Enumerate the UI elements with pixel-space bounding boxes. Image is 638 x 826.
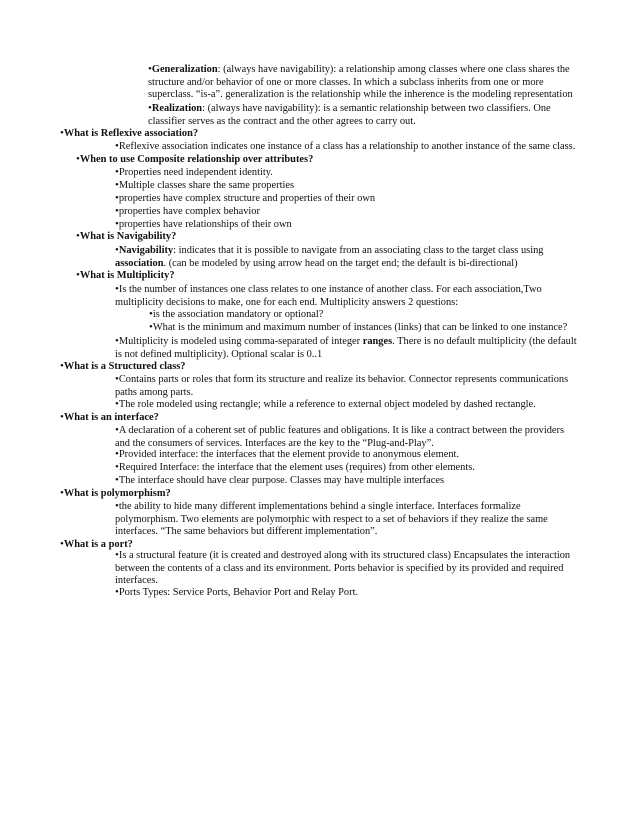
question-interface	[60, 411, 580, 425]
bullet: •	[115, 192, 119, 204]
bullet: •	[115, 179, 119, 191]
question-structured-class	[60, 360, 580, 374]
list-item	[115, 461, 581, 475]
bullet: •	[115, 218, 119, 230]
list-subitem	[149, 308, 581, 322]
list-subitem-text: is the association mandatory or optional?	[152, 309, 324, 320]
bullet: •	[76, 230, 80, 242]
question-composite	[76, 153, 581, 167]
question-text: What is Navigability?	[79, 231, 177, 242]
bullet: •	[115, 500, 119, 512]
list-subitem-text: What is the minimum and maximum number of instances (links) that can be linked to one instance?	[152, 322, 568, 333]
question-text: What is Multiplicity?	[79, 270, 175, 281]
bullet: •	[115, 205, 119, 217]
list-item	[115, 500, 581, 539]
list-item-text: The role modeled using rectangle; while a reference to external object modeled by dashed rectangle.	[118, 399, 536, 410]
question-text: What is a Structured class?	[63, 361, 186, 372]
bullet: •	[115, 424, 119, 436]
realization-text: : (always have navigability): is a semantic relationship between two classifiers. One classifier serves as the contract and the other agrees to carry out.	[148, 103, 551, 127]
list-item-text: Required Interface: the interface that the element uses (requires) from other elements.	[118, 462, 475, 473]
list-item-text: the ability to hide many different implementations behind a single interface. Interfaces formalize polymorphism. Two elements are polymorphic with respect to a set of behaviors if they realize the same interfaces. “The same behaviors but different implementation”.	[115, 501, 548, 538]
question-navigability	[76, 230, 581, 244]
navigability-text: : indicates that it is possible to navigate from an associating class to the target class using	[173, 245, 544, 256]
term-association: association	[115, 257, 164, 269]
bullet: •	[60, 487, 64, 499]
term-ranges: ranges	[362, 336, 393, 347]
list-item-text: Contains parts or roles that form its structure and realize its behavior. Connector represents communications paths among parts.	[115, 374, 569, 398]
list-item-text: The interface should have clear purpose. Classes may have multiple interfaces	[118, 475, 445, 486]
question-text: What is a port?	[63, 539, 133, 550]
bullet: •	[148, 102, 152, 114]
generalization-item	[148, 63, 581, 102]
question-multiplicity	[76, 269, 581, 283]
bullet: •	[60, 411, 64, 423]
list-item-text: Multiplicity is modeled using comma-separated of integer	[118, 336, 363, 347]
question-polymorphism	[60, 487, 580, 501]
list-item	[115, 140, 581, 154]
list-item-text: properties have relationships of their own	[118, 219, 292, 230]
question-text: What is Reflexive association?	[63, 128, 199, 139]
bullet: •	[115, 549, 119, 561]
bullet: •	[149, 308, 153, 320]
list-item	[115, 179, 581, 193]
bullet: •	[148, 63, 152, 75]
list-item-text: Ports Types: Service Ports, Behavior Port and Relay Port.	[118, 587, 359, 598]
list-item	[115, 474, 581, 488]
list-item-text: Properties need independent identity.	[118, 167, 273, 178]
question-reflexive	[60, 127, 580, 141]
navigability-text-2: . (can be modeled by using arrow head on the target end; the default is bi-directional)	[163, 257, 518, 269]
list-item-text: Reflexive association indicates one instance of a class has a relationship to another instance of the same class.	[118, 141, 576, 152]
list-item	[115, 549, 581, 588]
bullet: •	[115, 244, 119, 256]
bullet: •	[76, 153, 80, 165]
list-item	[115, 398, 581, 412]
bullet: •	[115, 335, 119, 347]
list-item	[115, 205, 581, 219]
realization-item	[148, 102, 581, 128]
list-item-text: Is the number of instances one class relates to one instance of another class. For each association,Two multiplicity decisions to make, one for each end. Multiplicity answers 2 questions:	[115, 284, 542, 308]
bullet: •	[115, 461, 119, 473]
term-generalization: Generalization	[151, 64, 218, 75]
bullet: •	[115, 140, 119, 152]
bullet: •	[115, 586, 119, 598]
list-item-text: properties have complex behavior	[118, 206, 260, 217]
term-navigability: Navigability	[118, 245, 174, 256]
list-item-text: Multiple classes share the same properties	[118, 180, 295, 191]
bullet: •	[115, 474, 119, 486]
generalization-text: : (always have navigability): a relationship among classes where one class shares the structure and/or behavior of one or more classes. In which a subclass inherits from one or more superclass. “is-a”. generalization is the relationship while the inherence is the modeling representation	[148, 64, 573, 101]
bullet: •	[115, 283, 119, 295]
list-item	[115, 166, 581, 180]
list-item	[115, 586, 581, 600]
bullet: •	[60, 127, 64, 139]
question-text: When to use Composite relationship over attributes?	[79, 154, 314, 165]
bullet: •	[115, 373, 119, 385]
list-item-text: Provided interface: the interfaces that the element provide to anonymous element.	[118, 449, 460, 460]
list-item	[115, 283, 581, 309]
bullet: •	[115, 166, 119, 178]
bullet: •	[60, 538, 64, 550]
list-item-text-2: . There is no default multiplicity (the default is not defined multiplicity). Optional scalar is 0..1	[115, 336, 577, 360]
list-subitem	[149, 321, 581, 335]
list-item-text: A declaration of a coherent set of public features and obligations. It is like a contract between the providers and the consumers of services. Interfaces are the key to the “Plug-and-Play”.	[115, 425, 565, 449]
bullet: •	[149, 321, 153, 333]
bullet: •	[115, 398, 119, 410]
list-item	[115, 424, 581, 450]
bullet: •	[115, 448, 119, 460]
bullet: •	[76, 269, 80, 281]
list-item	[115, 448, 581, 462]
list-item	[115, 373, 581, 399]
list-item-text: Is a structural feature (it is created and destroyed along with its structured class) Encapsulates the interaction between the contents of a class and its environment. Ports behavior is specified by its provided and required interfaces.	[115, 550, 571, 587]
navigability-item	[115, 244, 581, 270]
question-text: What is an interface?	[63, 412, 159, 423]
list-item	[115, 192, 581, 206]
list-item-text: properties have complex structure and properties of their own	[118, 193, 376, 204]
question-text: What is polymorphism?	[63, 488, 171, 499]
term-realization: Realization	[151, 103, 203, 114]
list-item	[115, 335, 581, 361]
bullet: •	[60, 360, 64, 372]
